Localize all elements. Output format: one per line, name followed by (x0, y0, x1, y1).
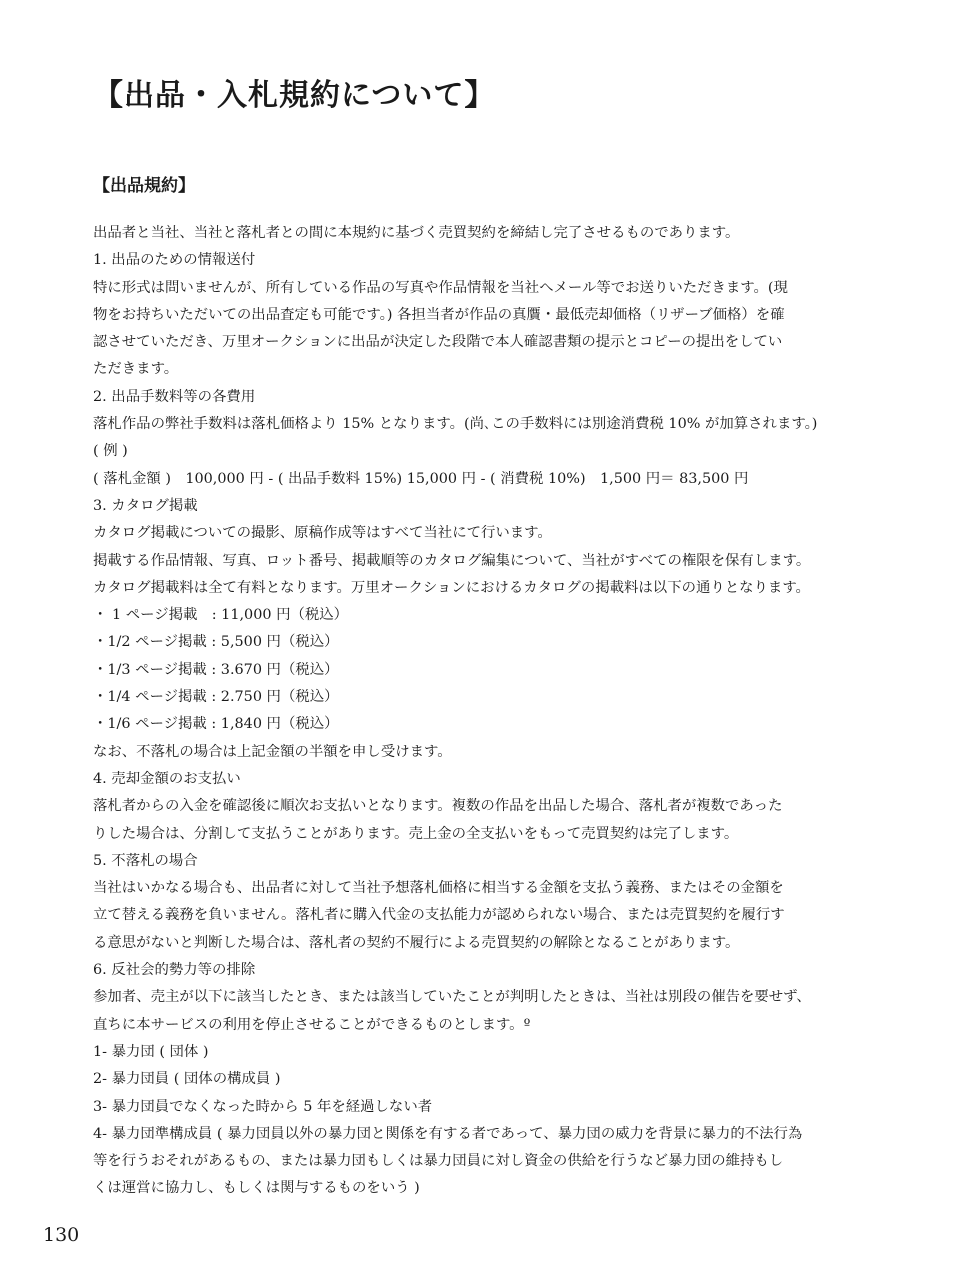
text-line: 参加者、売主が以下に該当したとき、または該当していたことが判明したときは、当社は別段の催告を要せず、 (93, 989, 811, 1006)
text-line: カタログ掲載についての撮影、原稿作成等はすべて当社にて行います。 (93, 525, 552, 542)
text-line: 出品者と当社、当社と落札者との間に本規約に基づく売買契約を締結し完了させるものであります。 (93, 225, 740, 241)
text-line: なお、不落札の場合は上記金額の半額を申し受けます。 (93, 743, 452, 760)
text-line: 2- 暴力団員 ( 団体の構成員 ) (93, 1071, 281, 1088)
text-line: 1- 暴力団 ( 団体 ) (93, 1043, 209, 1060)
section-heading: 【出品規約】 (93, 176, 195, 196)
body-text (93, 220, 873, 1203)
text-line: ・1/6 ページ掲載 : 1,840 円（税込） (93, 716, 339, 733)
text-line: 4- 暴力団準構成員 ( 暴力団員以外の暴力団と関係を有する者であって、暴力団の威力を背景に暴力的不法行為 (93, 1125, 803, 1142)
text-line: 物をお持ちいただいての出品査定も可能です。) 各担当者が作品の真贋・最低売却価格（リザーブ価格）を確 (93, 306, 785, 323)
page-number: 130 (43, 1224, 80, 1246)
text-line: ただきます。 (93, 361, 179, 378)
text-line: ( 落札金額 ) 100,000 円 - ( 出品手数料 15%) 15,000 円 - ( 消費税 10%) 1,500 円＝ 83,500 円 (93, 470, 749, 487)
page-title: 【出品・入札規約について】 (93, 78, 496, 113)
text-line: 3. カタログ掲載 (93, 497, 198, 514)
text-line: ( 例 ) (93, 443, 128, 460)
text-line: 落札作品の弊社手数料は落札価格より 15% となります。(尚､この手数料には別途消費税 10% が加算されます。) (93, 416, 818, 433)
text-line: ・1/2 ページ掲載 : 5,500 円（税込） (93, 634, 339, 651)
text-line: 6. 反社会的勢力等の排除 (93, 962, 256, 979)
text-line: 2. 出品手数料等の各費用 (93, 388, 256, 405)
text-line: 1. 出品のための情報送付 (93, 252, 256, 269)
text-line: 4. 売却金額のお支払い (93, 770, 241, 787)
text-line: 認させていただき、万里オークションに出品が決定した段階で本人確認書類の提示とコピーの提出をしてい (93, 334, 783, 351)
text-line: りした場合は、分割して支払うことがあります。売上金の全支払いをもって売買契約は完了します。 (93, 825, 739, 842)
text-line: 立て替える義務を負いません。落札者に購入代金の支払能力が認められない場合、または売買契約を履行す (93, 907, 785, 924)
text-line: 3- 暴力団員でなくなった時から 5 年を経過しない者 (93, 1098, 433, 1115)
text-line: る意思がないと判断した場合は、落札者の契約不履行による売買契約の解除となることがあります。 (93, 934, 740, 951)
text-line: ・ 1 ページ掲載 : 11,000 円（税込） (93, 607, 349, 624)
text-line: 等を行うおそれがあるもの、または暴力団もしくは暴力団員に対し資金の供給を行うなど暴力団の維持もし (93, 1153, 784, 1170)
text-line: 特に形式は問いませんが、所有している作品の写真や作品情報を当社へメール等でお送りいただきます。(現 (93, 279, 788, 296)
text-line: くは運営に協力し、もしくは関与するものをいう ) (93, 1180, 420, 1197)
text-line: ・1/3 ページ掲載 : 3.670 円（税込） (93, 661, 339, 678)
text-line: 落札者からの入金を確認後に順次お支払いとなります。複数の作品を出品した場合、落札者が複数であった (93, 798, 783, 815)
text-line: 直ちに本サービスの利用を停止させることができるものとします。º (93, 1016, 531, 1033)
text-line: ・1/4 ページ掲載 : 2.750 円（税込） (93, 689, 339, 706)
text-line: 当社はいかなる場合も、出品者に対して当社予想落札価格に相当する金額を支払う義務、またはその金額を (93, 880, 784, 897)
text-line: カタログ掲載料は全て有料となります。万里オークションにおけるカタログの掲載料は以下の通りとなります。 (93, 579, 810, 596)
text-line: 5. 不落札の場合 (93, 852, 198, 869)
text-line: 掲載する作品情報、写真、ロット番号、掲載順等のカタログ編集について、当社がすべての権限を保有します。 (93, 552, 811, 569)
